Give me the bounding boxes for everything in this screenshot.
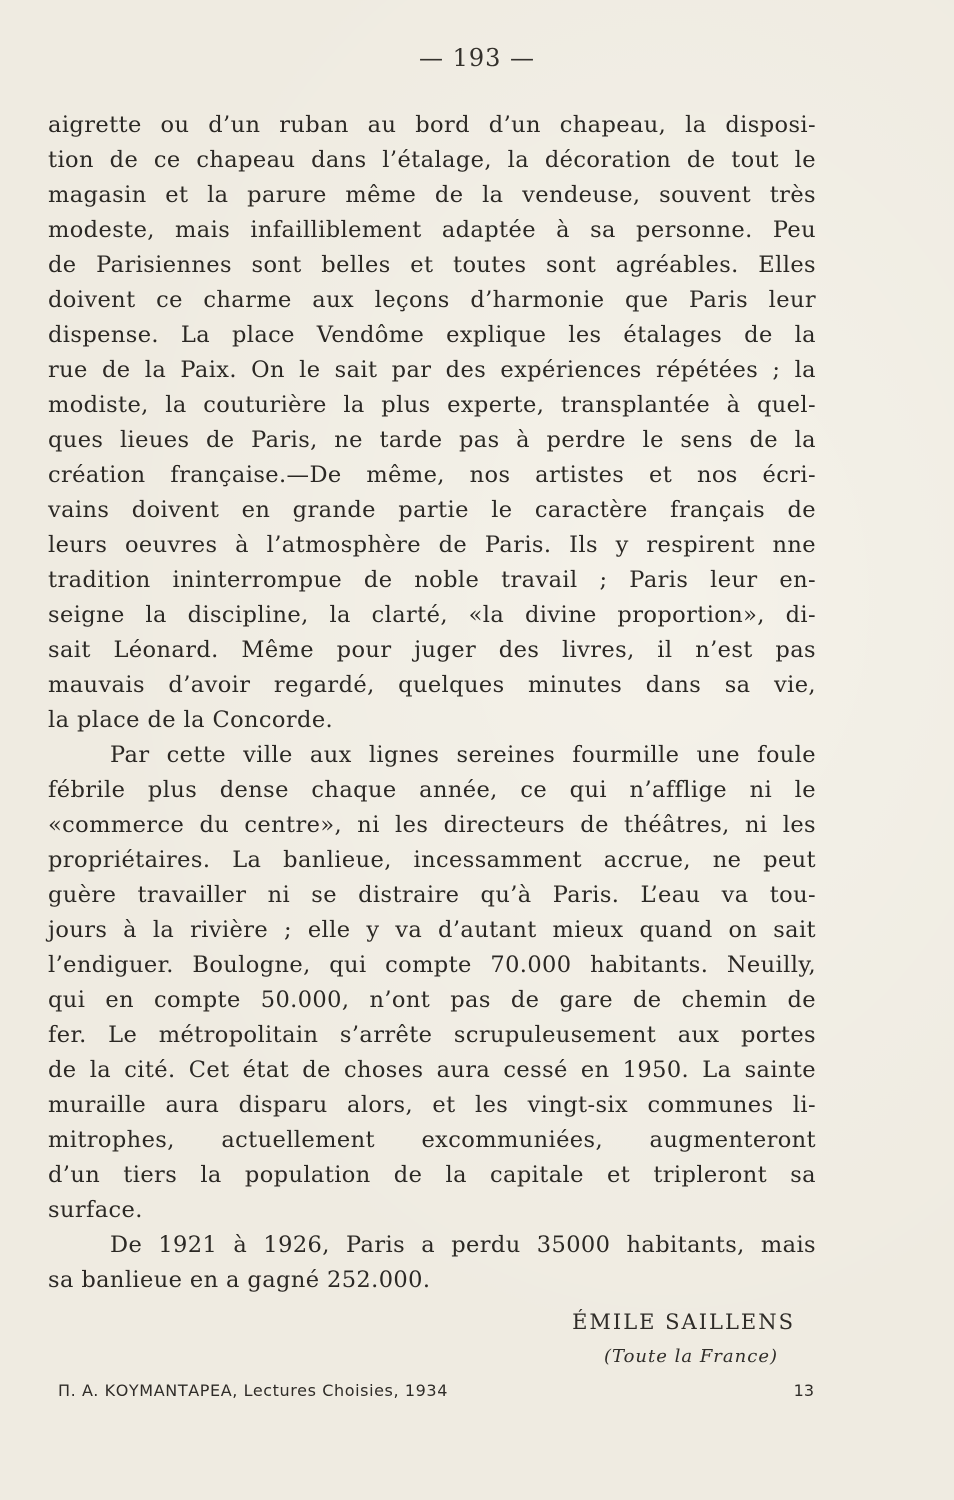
page-number: — 193 — xyxy=(418,44,536,72)
text-line: seigne la discipline, la clarté, «la divine proportion», di- xyxy=(48,602,816,628)
text-line: création française.—De même, nos artistes et nos écri- xyxy=(48,462,816,488)
text-line: rue de la Paix. On le sait par des expériences répétées ; la xyxy=(48,357,816,383)
text-line: modeste, mais infailliblement adaptée à sa personne. Peu xyxy=(48,217,816,243)
text-line: qui en compte 50.000, n’ont pas de gare de chemin de xyxy=(48,987,816,1013)
source-credit: (Toute la France) xyxy=(603,1346,778,1367)
text-line: sa banlieue en a gagné 252.000. xyxy=(48,1267,431,1293)
text-line: dispense. La place Vendôme explique les étalages de la xyxy=(48,322,816,348)
text-line: «commerce du centre», ni les directeurs de théâtres, ni les xyxy=(48,812,816,838)
text-line: ques lieues de Paris, ne tarde pas à perdre le sens de la xyxy=(48,427,816,453)
text-line: d’un tiers la population de la capitale et tripleront sa xyxy=(48,1162,816,1188)
footer-signature-number: 13 xyxy=(793,1381,814,1400)
text-line: leurs oeuvres à l’atmosphère de Paris. Ils y respirent nne xyxy=(48,532,816,558)
author-signature: ÉMILE SAILLENS xyxy=(572,1310,795,1334)
text-line: tradition ininterrompue de noble travail ; Paris leur en- xyxy=(48,567,816,593)
text-line: muraille aura disparu alors, et les vingt-six communes li- xyxy=(48,1092,816,1118)
text-line: Par cette ville aux lignes sereines fourmille une foule xyxy=(110,742,816,768)
text-line: mauvais d’avoir regardé, quelques minutes dans sa vie, xyxy=(48,672,816,698)
text-line: modiste, la couturière la plus experte, transplantée à quel- xyxy=(48,392,816,418)
page-footer xyxy=(58,1381,814,1409)
text-line: fébrile plus dense chaque année, ce qui n’afflige ni le xyxy=(48,777,816,803)
text-line: fer. Le métropolitain s’arrête scrupuleusement aux portes xyxy=(48,1022,816,1048)
text-line: de Parisiennes sont belles et toutes sont agréables. Elles xyxy=(48,252,816,278)
text-line: guère travailler ni se distraire qu’à Paris. L’eau va tou- xyxy=(48,882,816,908)
text-line: propriétaires. La banlieue, incessamment accrue, ne peut xyxy=(48,847,816,873)
text-line: magasin et la parure même de la vendeuse, souvent très xyxy=(48,182,816,208)
text-line: surface. xyxy=(48,1197,143,1223)
text-line: jours à la rivière ; elle y va d’autant mieux quand on sait xyxy=(48,917,816,943)
text-line: de la cité. Cet état de choses aura cessé en 1950. La sainte xyxy=(48,1057,816,1083)
text-line: mitrophes, actuellement excommuniées, augmenteront xyxy=(48,1127,816,1153)
text-line: tion de ce chapeau dans l’étalage, la décoration de tout le xyxy=(48,147,816,173)
text-line: vains doivent en grande partie le caractère français de xyxy=(48,497,816,523)
text-line: doivent ce charme aux leçons d’harmonie que Paris leur xyxy=(48,287,816,313)
body-text xyxy=(48,108,816,1298)
text-line: la place de la Concorde. xyxy=(48,707,334,733)
text-line: l’endiguer. Boulogne, qui compte 70.000 habitants. Neuilly, xyxy=(48,952,816,978)
text-line: aigrette ou d’un ruban au bord d’un chapeau, la disposi- xyxy=(48,112,816,138)
text-line: sait Léonard. Même pour juger des livres, il n’est pas xyxy=(48,637,816,663)
footer-citation: Π. A. ΚΟΥΜΑΝΤΑΡΕΑ, Lectures Choisies, 1934 xyxy=(58,1381,448,1400)
text-line: De 1921 à 1926, Paris a perdu 35000 habitants, mais xyxy=(110,1232,816,1258)
